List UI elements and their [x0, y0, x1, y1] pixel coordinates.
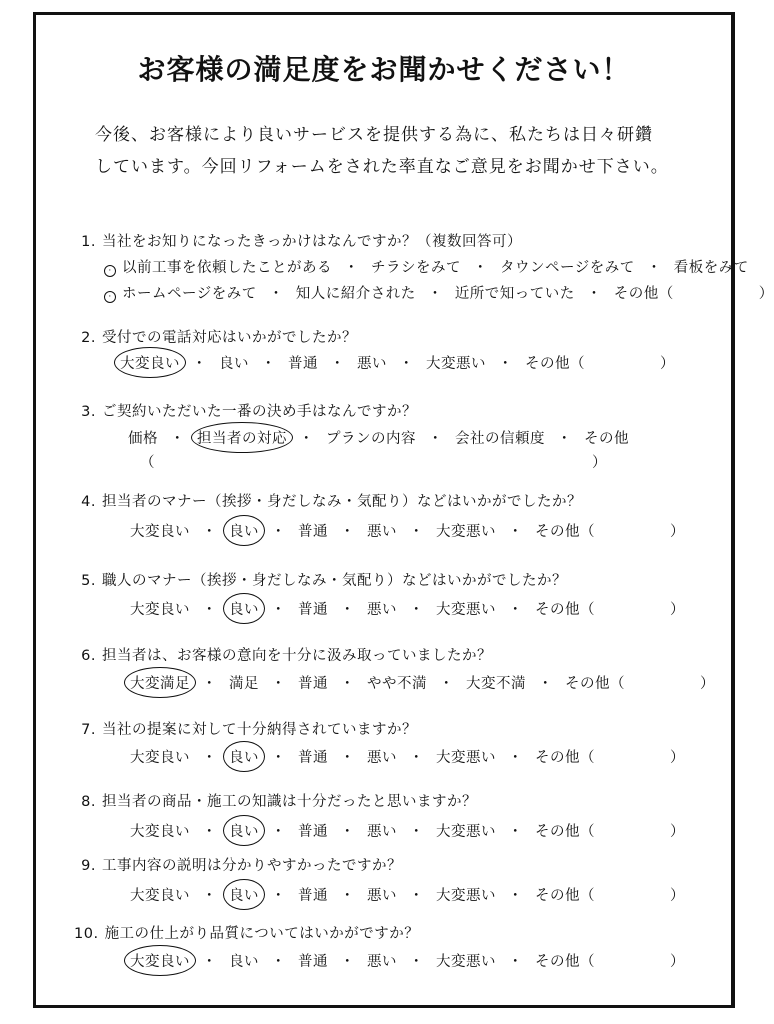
question-4: [74, 490, 582, 511]
question-5: [74, 569, 567, 590]
close-paren: ）: [670, 524, 685, 540]
separator: ・: [427, 286, 443, 302]
question-3: [74, 400, 417, 421]
question-number: 1.: [81, 234, 96, 250]
separator: ・: [409, 888, 424, 904]
close-paren: ）: [670, 954, 685, 970]
separator: ・: [473, 260, 488, 276]
option[interactable]: 普通: [298, 524, 328, 540]
question-number: 2.: [81, 330, 96, 346]
question-7: [74, 718, 417, 739]
separator: ・: [538, 676, 553, 692]
separator: ・: [399, 356, 414, 372]
option[interactable]: 普通: [298, 676, 328, 692]
question-text: 担当者は、お客様の意向を十分に汲み取っていましたか？: [102, 648, 492, 664]
separator: ・: [340, 750, 355, 766]
question-text: 受付での電話対応はいかがでしたか？: [102, 330, 357, 346]
option-selected[interactable]: 良い: [229, 746, 259, 767]
question-text: 担当者のマナー（挨拶・身だしなみ・気配り）などはいかがでしたか？: [102, 494, 582, 510]
question-text: ご契約いただいた一番の決め手はなんですか？: [102, 404, 417, 420]
question-number: 4.: [81, 494, 96, 510]
question-number: 3.: [81, 404, 96, 420]
separator: ・: [271, 888, 286, 904]
option[interactable]: 大変悪い: [436, 888, 496, 904]
options-row-1: [104, 256, 749, 277]
option[interactable]: 悪い: [367, 824, 397, 840]
separator: ・: [508, 954, 523, 970]
separator: ・: [271, 824, 286, 840]
separator: ・: [202, 602, 217, 618]
separator: ・: [508, 524, 523, 540]
separator: ・: [202, 750, 217, 766]
options-row: [120, 352, 675, 373]
option[interactable]: 以前工事を依頼したことがある: [122, 260, 332, 276]
separator: ・: [202, 954, 217, 970]
option[interactable]: その他（: [525, 356, 585, 372]
question-text: 工事内容の説明は分かりやすかったですか？: [102, 858, 402, 874]
intro-line-1: 今後、お客様により良いサービスを提供する為に、私たちは日々研鑽: [95, 125, 653, 145]
intro-line-2: しています。今回リフォームをされた率直なご意見をお聞かせ下さい。: [95, 157, 669, 177]
option[interactable]: 大変悪い: [436, 602, 496, 618]
separator: ・: [508, 824, 523, 840]
option[interactable]: その他（: [613, 286, 674, 302]
options-row: [130, 820, 685, 841]
separator: ・: [439, 676, 454, 692]
separator: ・: [508, 888, 523, 904]
question-number: 7.: [81, 722, 96, 738]
separator: ・: [340, 824, 355, 840]
question-6: [74, 644, 492, 665]
option[interactable]: 普通: [298, 824, 328, 840]
option[interactable]: 大変良い: [130, 602, 190, 618]
option[interactable]: その他（: [535, 888, 595, 904]
option-selected[interactable]: 良い: [229, 520, 259, 541]
option[interactable]: 普通: [288, 356, 318, 372]
question-2: [74, 326, 357, 347]
option[interactable]: チラシをみて: [371, 260, 461, 276]
separator: ・: [271, 602, 286, 618]
option[interactable]: 大変悪い: [436, 954, 496, 970]
close-paren: ）: [660, 356, 675, 372]
open-paren: （: [140, 455, 155, 471]
option-selected[interactable]: 良い: [229, 598, 259, 619]
question-text: 当社をお知りになったきっかけはなんですか？（複数回答可）: [102, 234, 522, 250]
separator: ・: [330, 356, 345, 372]
question-number: 8.: [81, 794, 96, 810]
option[interactable]: 大変悪い: [436, 524, 496, 540]
separator: ・: [299, 431, 314, 447]
option-selected[interactable]: 大変満足: [130, 672, 190, 693]
checkmark-icon: ·: [104, 291, 116, 303]
question-text: 当社の提案に対して十分納得されていますか？: [102, 722, 417, 738]
separator: ・: [170, 431, 185, 447]
question-number: 5.: [81, 573, 96, 589]
separator: ・: [340, 954, 355, 970]
separator: ・: [498, 356, 513, 372]
close-paren: ）: [670, 888, 685, 904]
option[interactable]: その他（: [535, 602, 595, 618]
close-paren: ）: [670, 750, 685, 766]
separator: ・: [409, 750, 424, 766]
option[interactable]: 大変不満: [466, 676, 526, 692]
options-row-2: [104, 282, 774, 303]
options-row: [130, 950, 685, 971]
options-row: [130, 884, 685, 905]
option[interactable]: プランの内容: [326, 431, 416, 447]
question-9: [74, 854, 402, 875]
option[interactable]: 満足: [229, 676, 259, 692]
question-text: 担当者の商品・施工の知識は十分だったと思いますか？: [102, 794, 477, 810]
close-paren: ）: [670, 602, 685, 618]
option-selected[interactable]: 良い: [229, 884, 259, 905]
option[interactable]: 近所で知っていた: [454, 286, 575, 302]
option[interactable]: 悪い: [367, 888, 397, 904]
option[interactable]: その他（: [565, 676, 625, 692]
close-paren: ）: [700, 676, 715, 692]
question-8: [74, 790, 477, 811]
option[interactable]: 大変悪い: [436, 824, 496, 840]
separator: ・: [508, 750, 523, 766]
options-row: [130, 598, 685, 619]
option-selected[interactable]: 大変良い: [130, 950, 190, 971]
separator: ・: [202, 824, 217, 840]
separator: ・: [271, 954, 286, 970]
options-row: [130, 746, 685, 767]
question-number: 10.: [74, 926, 99, 942]
option[interactable]: 悪い: [367, 954, 397, 970]
option[interactable]: 大変良い: [130, 824, 190, 840]
option[interactable]: その他（: [535, 824, 595, 840]
option[interactable]: 悪い: [367, 524, 397, 540]
question-text: 施工の仕上がり品質についてはいかがですか？: [104, 926, 420, 942]
separator: ・: [344, 260, 359, 276]
close-paren: ）: [758, 286, 774, 302]
option[interactable]: その他: [584, 431, 629, 447]
option[interactable]: 大変良い: [130, 888, 190, 904]
option[interactable]: 普通: [298, 888, 328, 904]
separator: ・: [202, 524, 217, 540]
options-row: [130, 672, 715, 693]
separator: ・: [646, 260, 662, 276]
separator: ・: [409, 602, 424, 618]
option[interactable]: 大変悪い: [426, 356, 486, 372]
separator: ・: [340, 524, 355, 540]
option[interactable]: 普通: [298, 602, 328, 618]
close-paren: ）: [670, 824, 685, 840]
separator: ・: [409, 524, 424, 540]
separator: ・: [340, 888, 355, 904]
separator: ・: [268, 286, 284, 302]
options-row: [130, 520, 685, 541]
option[interactable]: その他（: [535, 750, 595, 766]
other-answer-line: [140, 451, 607, 472]
separator: ・: [428, 431, 443, 447]
separator: ・: [271, 750, 286, 766]
options-row: [128, 427, 629, 448]
option[interactable]: タウンページをみて: [500, 260, 635, 276]
checkmark-icon: ·: [104, 265, 116, 277]
question-10: [74, 922, 419, 943]
option[interactable]: 悪い: [367, 602, 397, 618]
option[interactable]: 普通: [298, 750, 328, 766]
option-selected[interactable]: 大変良い: [120, 352, 180, 373]
option-selected[interactable]: 良い: [229, 820, 259, 841]
option[interactable]: 普通: [298, 954, 328, 970]
option[interactable]: 会社の信頼度: [455, 431, 545, 447]
option[interactable]: 大変良い: [130, 524, 190, 540]
separator: ・: [508, 602, 523, 618]
separator: ・: [409, 824, 424, 840]
question-text: 職人のマナー（挨拶・身だしなみ・気配り）などはいかがでしたか？: [102, 573, 567, 589]
option[interactable]: 大変悪い: [436, 750, 496, 766]
option[interactable]: 価格: [128, 431, 158, 447]
option[interactable]: 大変良い: [130, 750, 190, 766]
separator: ・: [261, 356, 276, 372]
question-number: 6.: [81, 648, 96, 664]
option[interactable]: 知人に紹介された: [295, 286, 416, 302]
separator: ・: [340, 602, 355, 618]
option[interactable]: その他（: [535, 524, 595, 540]
separator: ・: [202, 888, 217, 904]
separator: ・: [409, 954, 424, 970]
separator: ・: [271, 676, 286, 692]
option[interactable]: 良い: [219, 356, 249, 372]
option[interactable]: 良い: [229, 954, 259, 970]
separator: ・: [340, 676, 355, 692]
question-number: 9.: [81, 858, 96, 874]
separator: ・: [192, 356, 207, 372]
separator: ・: [202, 676, 217, 692]
separator: ・: [271, 524, 286, 540]
option[interactable]: 悪い: [357, 356, 387, 372]
question-1: [74, 230, 522, 251]
separator: ・: [557, 431, 572, 447]
separator: ・: [586, 286, 602, 302]
option[interactable]: その他（: [535, 954, 595, 970]
option[interactable]: 悪い: [367, 750, 397, 766]
survey-title: お客様の満足度をお聞かせください！: [137, 53, 631, 86]
close-paren: ）: [592, 455, 607, 471]
option[interactable]: やや不満: [367, 676, 427, 692]
option[interactable]: 看板をみて: [673, 260, 749, 276]
option[interactable]: ホームページをみて: [122, 286, 257, 302]
option-selected[interactable]: 担当者の対応: [197, 427, 287, 448]
